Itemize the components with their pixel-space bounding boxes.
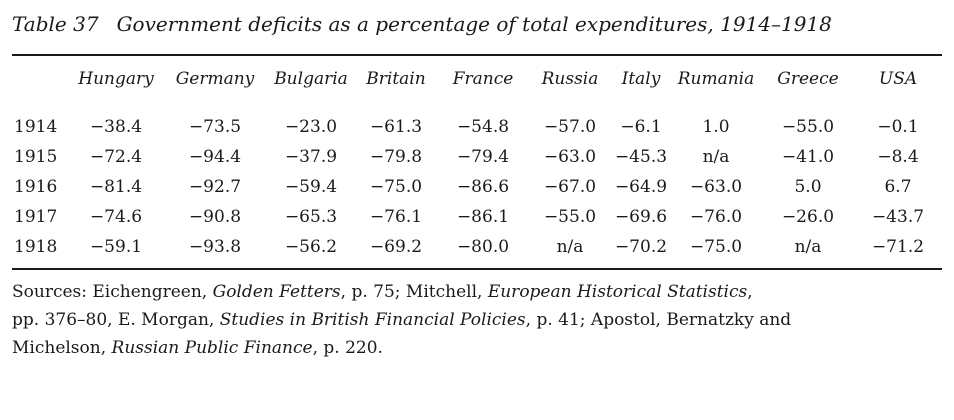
table-cell: −80.0 [456,237,510,257]
table-title: Government deficits as a percentage of total expenditures, 1914–1918 [116,12,832,36]
table-cell: −69.6 [614,207,668,227]
table-cell: n/a [794,237,822,257]
table-cell: n/a [556,237,584,257]
table-cell: −70.2 [614,237,668,257]
sources-note [12,278,942,362]
table-row [12,202,942,232]
table-cell: −63.0 [689,177,743,197]
table-cell: −55.0 [781,117,835,137]
table-cell: −43.7 [871,207,925,227]
table-cell: −41.0 [781,147,835,167]
table-cell: −69.2 [369,237,423,257]
source-title: Russian Public Finance [111,338,313,358]
source-text: , [747,282,753,302]
row-year: 1915 [14,147,58,167]
source-text: , p. 220. [312,338,383,358]
table-row [12,102,942,142]
table-cell: −79.8 [369,147,423,167]
table-cell: 6.7 [884,177,912,197]
table-cell: −55.0 [543,207,597,227]
table-cell: −6.1 [620,117,662,137]
column-header-britain: Britain [366,69,426,89]
column-header-italy: Italy [621,69,661,89]
table-cell: −93.8 [188,237,242,257]
table-cell: −38.4 [89,117,143,137]
sources-line-1 [12,278,942,306]
table-cell: −76.0 [689,207,743,227]
table-cell: −94.4 [188,147,242,167]
source-title: Studies in British Financial Policies [219,310,526,330]
table-cell: −75.0 [369,177,423,197]
column-header-hungary: Hungary [78,69,154,89]
table-cell: −72.4 [89,147,143,167]
column-header-bulgaria: Bulgaria [274,69,348,89]
table-cell: −73.5 [188,117,242,137]
table-cell: −75.0 [689,237,743,257]
table-cell: −37.9 [284,147,338,167]
row-year: 1914 [14,117,58,137]
table-cell: −56.2 [284,237,338,257]
source-title: European Historical Statistics [487,282,748,302]
table-cell: −0.1 [877,117,919,137]
table-cell: −61.3 [369,117,423,137]
table-cell: −59.4 [284,177,338,197]
row-year: 1916 [14,177,58,197]
table-cell: −45.3 [614,147,668,167]
table-cell: −54.8 [456,117,510,137]
year-column-header [12,56,70,102]
column-header-russia: Russia [541,69,599,89]
table-cell: −90.8 [188,207,242,227]
source-text: , p. 41; Apostol, Bernatzky and [525,310,792,330]
table-body [12,102,942,262]
column-header-france: France [452,69,514,89]
column-header-greece: Greece [777,69,839,89]
table-cell: −65.3 [284,207,338,227]
table-cell: −86.1 [456,207,510,227]
table-cell: −81.4 [89,177,143,197]
table-number: Table 37 [12,12,99,36]
sources-line-2 [12,306,942,334]
column-header-rumania: Rumania [677,69,755,89]
deficits-table [12,56,942,262]
table-cell: 1.0 [702,117,730,137]
table-cell: −57.0 [543,117,597,137]
table-cell: −86.6 [456,177,510,197]
table-cell: −92.7 [188,177,242,197]
table-cell: −26.0 [781,207,835,227]
table-cell: −63.0 [543,147,597,167]
source-text: , p. 75; Mitchell, [340,282,488,302]
table-row [12,172,942,202]
table-cell: −59.1 [89,237,143,257]
row-year: 1918 [14,237,58,257]
row-year: 1917 [14,207,58,227]
table-cell: −23.0 [284,117,338,137]
table-row [12,232,942,262]
source-text: Sources: Eichengreen, [12,282,213,302]
table-cell: −79.4 [456,147,510,167]
bottom-rule [12,268,942,270]
table-cell: −8.4 [877,147,919,167]
column-header-germany: Germany [175,69,255,89]
table-cell: −67.0 [543,177,597,197]
table-row [12,142,942,172]
table-cell: n/a [702,147,730,167]
sources-line-3 [12,334,942,362]
table-cell: −74.6 [89,207,143,227]
table-cell: 5.0 [794,177,822,197]
table-cell: −76.1 [369,207,423,227]
table-cell: −71.2 [871,237,925,257]
header-row [12,56,942,102]
column-header-usa: USA [878,69,918,89]
source-text: pp. 376–80, E. Morgan, [12,310,220,330]
source-title: Golden Fetters [212,282,341,302]
table-cell: −64.9 [614,177,668,197]
source-text: Michelson, [12,338,112,358]
table-caption [12,10,942,40]
